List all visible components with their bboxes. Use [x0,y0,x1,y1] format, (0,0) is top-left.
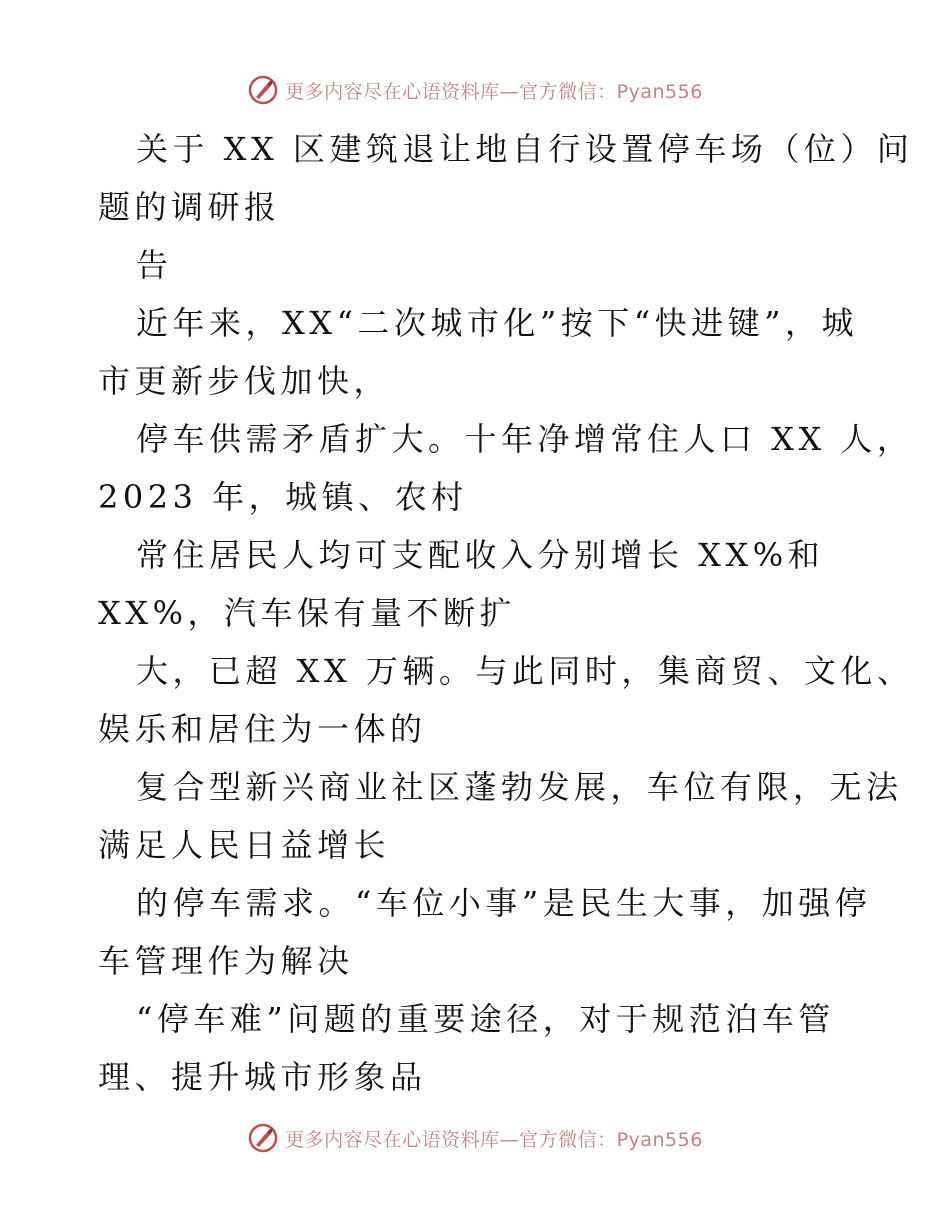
text-line: 满足人民日益增长 [98,826,391,864]
pen-logo-icon [247,1122,279,1154]
pen-logo-icon [247,74,279,106]
text-line: “停车难”问题的重要途径，对于规范泊车管 [136,1000,835,1038]
watermark-text: 更多内容尽在心语资料库—官方微信：Pyan556 [285,80,703,103]
text-line: 停车供需矛盾扩大。十年净增常住人口 XX 人， [136,420,914,458]
text-line: 复合型新兴商业社区蓬勃发展，车位有限，无法 [136,768,903,806]
text-line: 告 [136,246,173,284]
text-line: 大，已超 XX 万辆。与此同时，集商贸、文化、 [136,652,914,690]
text-line: 近年来，XX“二次城市化”按下“快进键”，城 [136,304,859,342]
text-line: 常住居民人均可支配收入分别增长 XX%和 [136,536,825,574]
text-line: XX%，汽车保有量不断扩 [98,594,516,632]
watermark-text: 更多内容尽在心语资料库—官方微信：Pyan556 [285,1128,703,1151]
text-line: 的停车需求。“车位小事”是民生大事，加强停 [136,884,872,922]
header-watermark [0,70,950,110]
document-body [98,120,914,1106]
text-line: 车管理作为解决 [98,942,354,980]
text-line: 市更新步伐加快， [98,362,391,400]
text-line: 2023 年，城镇、农村 [98,478,468,516]
text-line: 理、提升城市形象品 [98,1058,427,1096]
footer-watermark [0,1118,950,1158]
text-line: 关于 XX 区建筑退让地自行设置停车场（位）问 [136,130,914,168]
text-line: 题的调研报 [98,188,281,226]
text-line: 娱乐和居住为一体的 [98,710,427,748]
